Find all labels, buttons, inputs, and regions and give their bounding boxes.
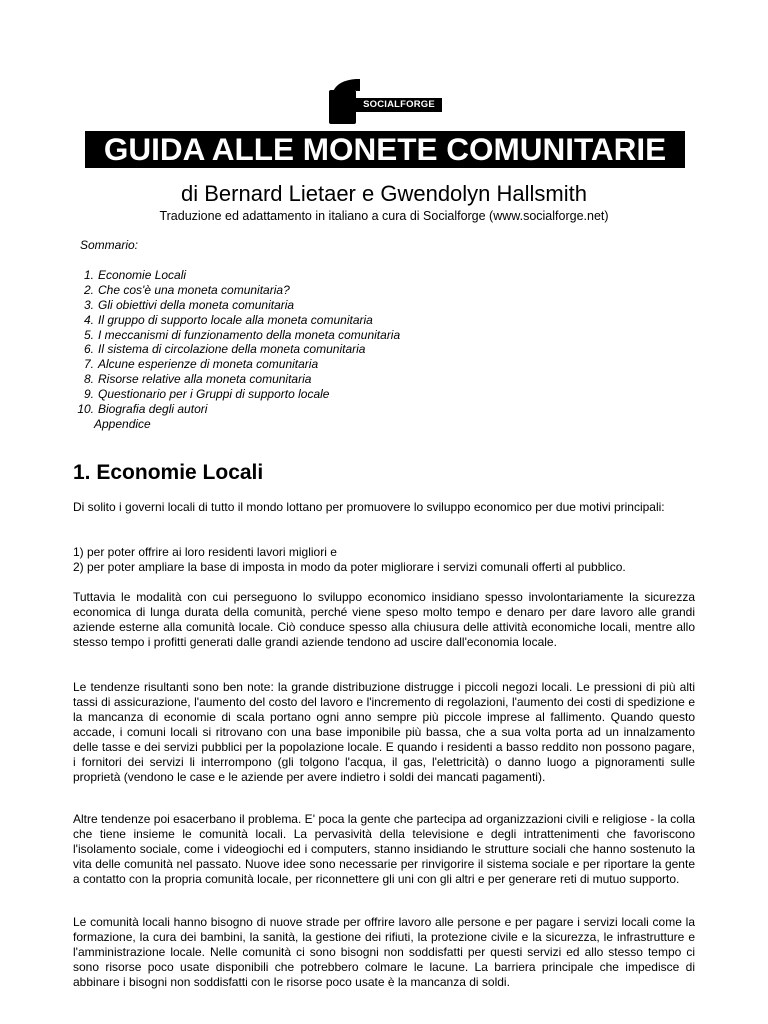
toc-item: 2. Che cos'è una moneta comunitaria? xyxy=(83,282,290,297)
toc-item: 8. Risorse relative alla moneta comunitaria xyxy=(83,372,312,387)
toc-item: 5. I meccanismi di funzionamento della moneta comunitaria xyxy=(83,327,401,342)
toc-item: 9. Questionario per i Gruppi di supporto locale xyxy=(83,387,330,402)
toc-item: 1. Economie Locali xyxy=(83,268,187,282)
toc-item: 6. Il sistema di circolazione della moneta comunitaria xyxy=(83,342,366,357)
summary-label: Sommario: xyxy=(80,238,139,252)
paragraph: Altre tendenze poi esacerbano il problema. E' poca la gente che partecipa ad organizzazioni civili e religiose - la colla che tiene insieme le comunità locali. La pervasività della televisione e degli intrattenimenti che favoriscono l'isolamento sociale, come i videogiochi ed i computers, stanno insidiando le strutture sociali che hanno sostenuto la vita delle comunità nel passato. Nuove idee sono necessarie per rinvigorire il sistema sociale e per riportare la gente a contatto con la propria comunità locale, per riconnettere gli uni con gli altri e per generare reti di mutuo supporto. xyxy=(73,812,695,886)
paragraph: Tuttavia le modalità con cui perseguono lo sviluppo economico insidiano spesso involontariamente la sicurezza economica di lunga durata della comunità, perché viene speso molto tempo e denaro per dare lavoro alle grandi aziende esterne alla comunità locale. Ciò conduce spesso alla chiusura delle attività economiche locali, mentre allo stesso tempo i profitti generati dalle grandi aziende tendono ad uscire dall'economia locale. xyxy=(73,590,695,649)
socialforge-logo xyxy=(326,76,444,126)
toc-item: 3. Gli obiettivi della moneta comunitaria xyxy=(83,297,295,312)
paragraph: Le tendenze risultanti sono ben note: la grande distribuzione distrugge i piccoli negozi locali. Le pressioni di più alti tassi di assicurazione, l'aumento del costo del lavoro e l'incremento di regolazioni, l'aumento dei costi di spedizione e la mancanza di economie di scala portano ogni anno sempre più piccole imprese al fallimento. Quando questo accade, i comuni locali si ritrovano con una base imponibile più bassa, che a sua volta porta ad un innalzamento delle tasse e dei servizi pubblici per la popolazione locale. E quando i residenti a basso reddito non possono pagare, i fornitori dei servizi li interrompono (gli tolgono l'acqua, il gas, l'elettricità) o danno luogo a pignoramenti sulle proprietà (vendono le case e le aziende per avere indietro i soldi dei mancati pagamenti). xyxy=(73,680,695,784)
paragraph: Le comunità locali hanno bisogno di nuove strade per offrire lavoro alle persone e per pagare i servizi locali come la formazione, la cura dei bambini, la sanità, la gestione dei rifiuti, la protezione civile e la sicurezza, le infrastrutture e l'amministrazione locale. Nelle comunità ci sono bisogni non soddisfatti per questi servizi ed allo stesso tempo ci sono risorse poco usate disponibili che potrebbero colmare le lacune. La barriera principale che impedisce di abbinare i bisogni non soddisfatti con le risorse poco usate è la mancanza di soldi. xyxy=(73,915,695,989)
toc-item: 4. Il gruppo di supporto locale alla moneta comunitaria xyxy=(83,312,373,327)
authors-line: di Bernard Lietaer e Gwendolyn Hallsmith xyxy=(181,181,587,206)
document-title: GUIDA ALLE MONETE COMUNITARIE xyxy=(85,131,685,168)
table-of-contents xyxy=(72,268,400,432)
translation-credit: Traduzione ed adattamento in italiano a cura di Socialforge (www.socialforge.net) xyxy=(159,209,609,223)
toc-appendix: Appendice xyxy=(94,416,151,431)
toc-item: 7. Alcune esperienze di moneta comunitaria xyxy=(83,357,319,372)
toc-item: 10. Biografia degli autori xyxy=(77,402,208,417)
list-item: 1) per poter offrire ai loro residenti lavori migliori e xyxy=(73,545,337,559)
paragraph: Di solito i governi locali di tutto il mondo lottano per promuovere lo sviluppo economico per due motivi principali: xyxy=(73,500,665,514)
list-item: 2) per poter ampliare la base di imposta in modo da poter migliorare i servizi comunali offerti al pubblico. xyxy=(73,560,626,574)
section-heading: 1. Economie Locali xyxy=(73,461,264,484)
logo-text: SOCIALFORGE xyxy=(356,98,442,112)
